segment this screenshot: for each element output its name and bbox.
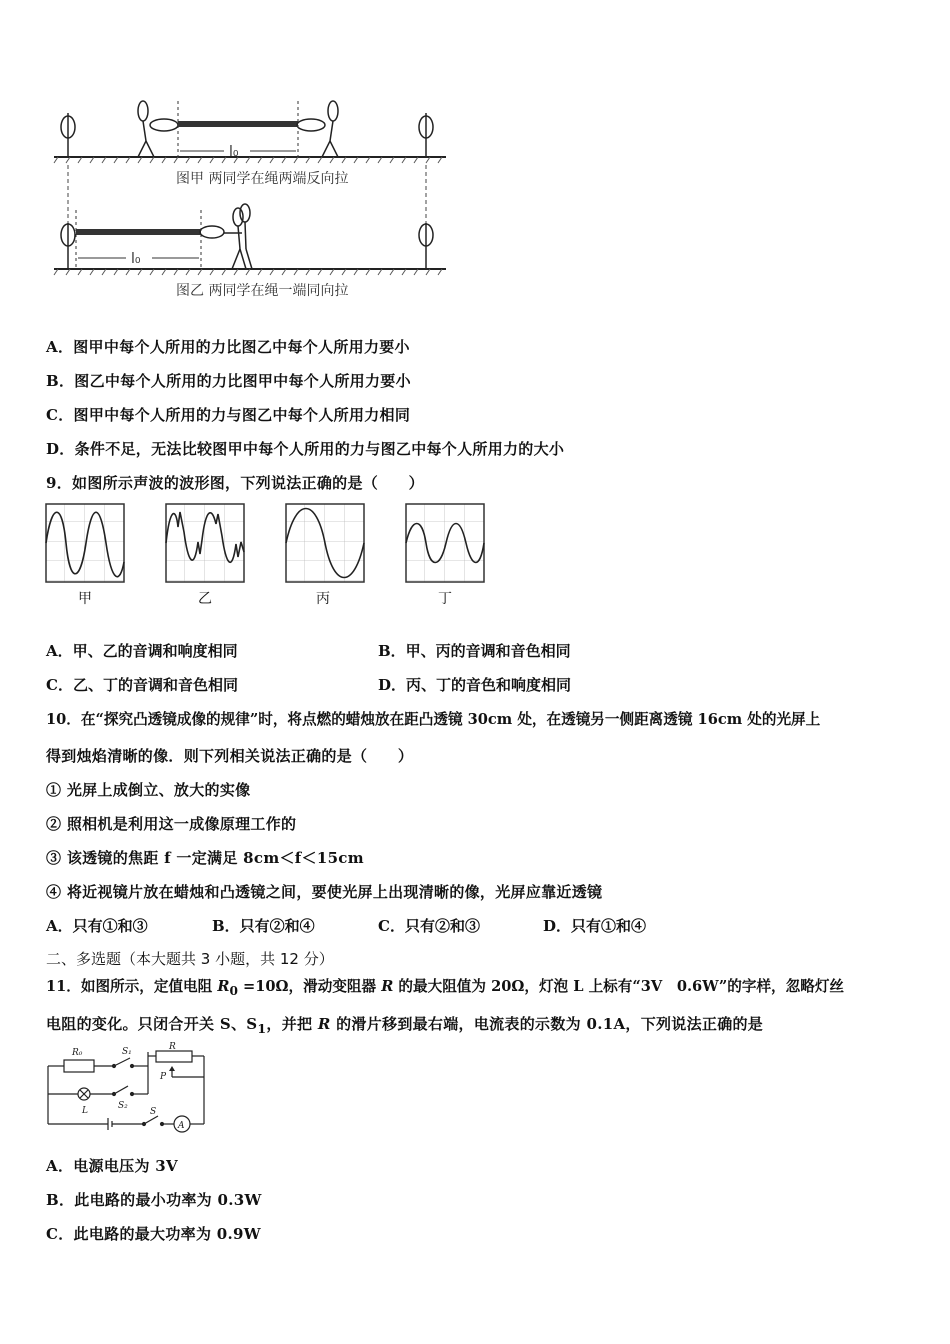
- q11-option-b: B．此电路的最小功率为 0.3W: [46, 1191, 262, 1209]
- q11-line2-r: R: [317, 1015, 331, 1033]
- q10-statement-1: ① 光屏上成倒立、放大的实像: [46, 781, 251, 799]
- label-l: L: [82, 1106, 88, 1116]
- q8-option-c: C．图甲中每个人所用的力与图乙中每个人所用力相同: [46, 406, 411, 424]
- q11-prefix: 11．如图所示，定值电阻: [46, 978, 218, 995]
- label-p: P: [160, 1072, 167, 1082]
- q11-r: R: [381, 978, 394, 995]
- q11-r0: R: [217, 978, 230, 995]
- q11-mid2: 的最大阻值为 20Ω，灯泡 L 上标有“3V 0.6W”的字样，忽略灯丝: [393, 978, 845, 995]
- length-label-bottom: l₀: [131, 251, 141, 267]
- wave-ding: [406, 504, 484, 582]
- caption-yi: 图乙 两同学在绳一端同向拉: [176, 283, 349, 299]
- length-label-top: l₀: [229, 144, 239, 160]
- q10-option-a: A．只有①和③: [46, 917, 148, 935]
- rope-figure: [46, 95, 466, 305]
- q10-statement-2: ② 照相机是利用这一成像原理工作的: [46, 815, 297, 833]
- q9-option-a: A．甲、乙的音调和响度相同: [46, 642, 238, 660]
- q9-option-d: D．丙、丁的音色和响度相同: [378, 676, 572, 694]
- q10-option-c: C．只有②和③: [378, 917, 480, 935]
- label-s: S: [150, 1107, 157, 1117]
- wave-label-jia: 甲: [78, 591, 92, 607]
- q9-stem: 9．如图所示声波的波形图，下列说法正确的是（ ）: [46, 474, 424, 492]
- q9-option-c: C．乙、丁的音调和音色相同: [46, 676, 238, 694]
- circuit-diagram: [44, 1042, 214, 1134]
- label-r0: R₀: [72, 1048, 83, 1058]
- q10-stem-line2: 得到烛焰清晰的像．则下列相关说法正确的是（ ）: [46, 747, 414, 765]
- q11-stem-line1: [46, 975, 844, 998]
- q11-line2-a: 电阻的变化。只闭合开关 S、S: [46, 1015, 258, 1033]
- q11-option-a: A．电源电压为 3V: [46, 1157, 178, 1175]
- q10-option-b: B．只有②和④: [212, 917, 315, 935]
- q11-mid1: =10Ω，滑动变阻器: [237, 978, 382, 995]
- q8-option-a: A．图甲中每个人所用的力比图乙中每个人所用力要小: [46, 338, 410, 356]
- wave-bing: [286, 504, 364, 582]
- q8-option-d: D．条件不足，无法比较图甲中每个人所用的力与图乙中每个人所用力的大小: [46, 440, 565, 458]
- caption-jia: 图甲 两同学在绳两端反向拉: [176, 171, 349, 187]
- wave-label-ding: 丁: [438, 591, 452, 607]
- q11-r0-sub: 0: [229, 983, 238, 998]
- q11-s1-sub: 1: [257, 1021, 267, 1036]
- wave-yi: [166, 504, 244, 582]
- wave-label-yi: 乙: [198, 591, 212, 607]
- label-a: A: [178, 1121, 185, 1131]
- wave-label-bing: 丙: [316, 591, 330, 607]
- section-title: 二、多选题（本大题共 3 小题，共 12 分）: [46, 950, 334, 968]
- label-r: R: [169, 1042, 176, 1052]
- label-s2: S₂: [118, 1101, 128, 1111]
- waveform-figure: [44, 502, 494, 610]
- q9-option-b: B．甲、丙的音调和音色相同: [378, 642, 571, 660]
- q11-option-c: C．此电路的最大功率为 0.9W: [46, 1225, 261, 1243]
- label-s1: S₁: [122, 1047, 132, 1057]
- q10-statement-3: ③ 该透镜的焦距 f 一定满足 8cm＜f＜15cm: [46, 849, 364, 867]
- q8-option-b: B．图乙中每个人所用的力比图甲中每个人所用力要小: [46, 372, 411, 390]
- q11-line2-b: ，并把: [266, 1015, 318, 1033]
- q10-stem-line1: 10．在“探究凸透镜成像的规律”时，将点燃的蜡烛放在距凸透镜 30cm 处，在透镜另一侧距离透镜 16cm 处的光屏上: [46, 711, 821, 728]
- q11-line2-c: 的滑片移到最右端，电流表的示数为 0.1A，下列说法正确的是: [330, 1015, 764, 1033]
- q10-option-d: D．只有①和④: [543, 917, 647, 935]
- q10-statement-4: ④ 将近视镜片放在蜡烛和凸透镜之间，要使光屏上出现清晰的像，光屏应靠近透镜: [46, 883, 603, 901]
- q11-stem-line2: [46, 1013, 763, 1036]
- wave-jia: [46, 504, 124, 582]
